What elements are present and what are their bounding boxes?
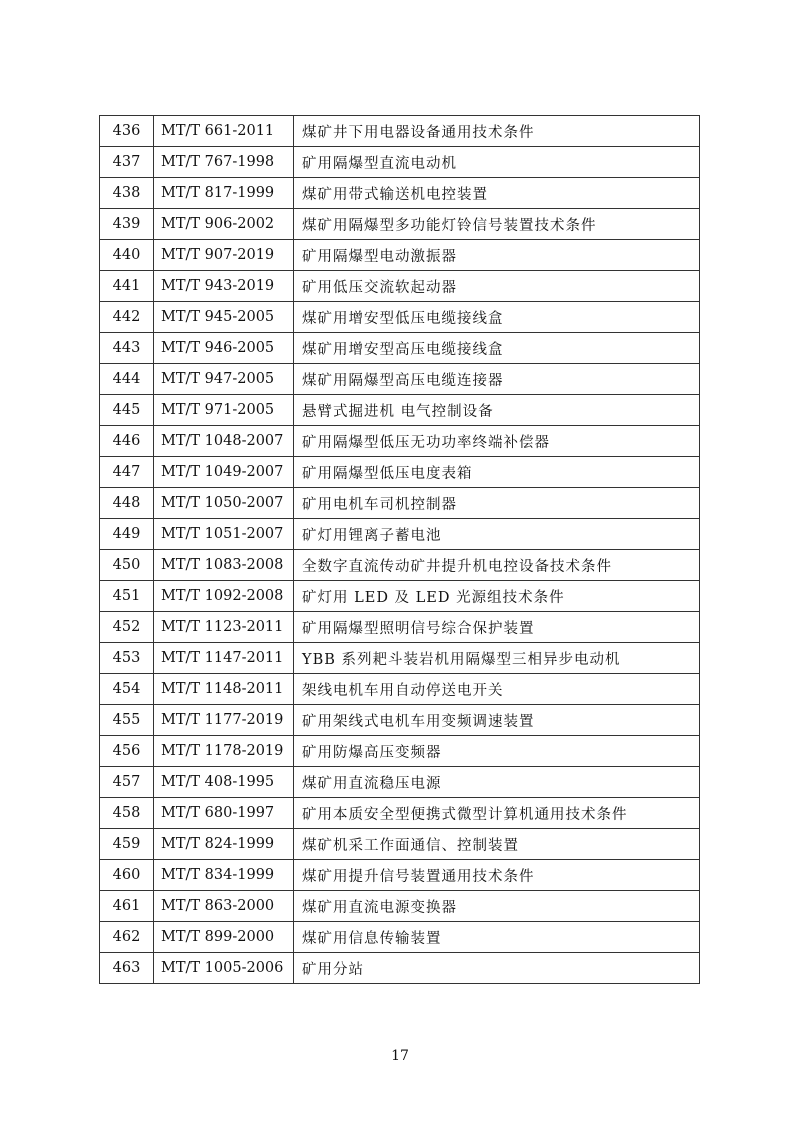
row-number: 463 (100, 953, 154, 984)
table-row (100, 953, 700, 984)
standard-code: MT/T 1123-2011 (154, 612, 294, 643)
standard-code: MT/T 906-2002 (154, 209, 294, 240)
table-row (100, 705, 700, 736)
standard-name: 煤矿用增安型高压电缆接线盒 (294, 333, 700, 364)
standard-name: 矿用隔爆型直流电动机 (294, 147, 700, 178)
table-row (100, 488, 700, 519)
standard-code: MT/T 824-1999 (154, 829, 294, 860)
standard-code: MT/T 1051-2007 (154, 519, 294, 550)
standard-code: MT/T 408-1995 (154, 767, 294, 798)
table-row (100, 116, 700, 147)
standard-name: 矿用电机车司机控制器 (294, 488, 700, 519)
standard-code: MT/T 947-2005 (154, 364, 294, 395)
standard-name: 煤矿用直流电源变换器 (294, 891, 700, 922)
standard-name: 煤矿用增安型低压电缆接线盒 (294, 302, 700, 333)
standard-code: MT/T 1092-2008 (154, 581, 294, 612)
standard-code: MT/T 767-1998 (154, 147, 294, 178)
standard-code: MT/T 1177-2019 (154, 705, 294, 736)
standard-code: MT/T 907-2019 (154, 240, 294, 271)
row-number: 448 (100, 488, 154, 519)
standards-table (99, 115, 700, 984)
standard-name: 矿用隔爆型低压无功功率终端补偿器 (294, 426, 700, 457)
standard-name: 煤矿用直流稳压电源 (294, 767, 700, 798)
row-number: 440 (100, 240, 154, 271)
table-row (100, 767, 700, 798)
standard-code: MT/T 834-1999 (154, 860, 294, 891)
table-row (100, 674, 700, 705)
standard-name: 矿用本质安全型便携式微型计算机通用技术条件 (294, 798, 700, 829)
standard-code: MT/T 945-2005 (154, 302, 294, 333)
standard-code: MT/T 863-2000 (154, 891, 294, 922)
row-number: 438 (100, 178, 154, 209)
row-number: 441 (100, 271, 154, 302)
row-number: 451 (100, 581, 154, 612)
standard-name: 煤矿用隔爆型多功能灯铃信号装置技术条件 (294, 209, 700, 240)
standard-code: MT/T 971-2005 (154, 395, 294, 426)
row-number: 452 (100, 612, 154, 643)
row-number: 436 (100, 116, 154, 147)
page-number: 17 (391, 1048, 409, 1064)
standard-name: 煤矿用隔爆型高压电缆连接器 (294, 364, 700, 395)
table-row (100, 550, 700, 581)
standard-code: MT/T 1147-2011 (154, 643, 294, 674)
row-number: 453 (100, 643, 154, 674)
table-row (100, 798, 700, 829)
row-number: 455 (100, 705, 154, 736)
table-row (100, 333, 700, 364)
standard-code: MT/T 1049-2007 (154, 457, 294, 488)
table-row (100, 643, 700, 674)
standard-code: MT/T 899-2000 (154, 922, 294, 953)
table-row (100, 178, 700, 209)
standard-code: MT/T 661-2011 (154, 116, 294, 147)
row-number: 456 (100, 736, 154, 767)
row-number: 442 (100, 302, 154, 333)
table-row (100, 581, 700, 612)
table-row (100, 147, 700, 178)
standard-code: MT/T 1050-2007 (154, 488, 294, 519)
standard-name: 悬臂式掘进机 电气控制设备 (294, 395, 700, 426)
standard-name: 矿灯用锂离子蓄电池 (294, 519, 700, 550)
standard-code: MT/T 1048-2007 (154, 426, 294, 457)
standard-name: 架线电机车用自动停送电开关 (294, 674, 700, 705)
standard-code: MT/T 1005-2006 (154, 953, 294, 984)
row-number: 450 (100, 550, 154, 581)
table-row (100, 457, 700, 488)
standard-name: 矿用防爆高压变频器 (294, 736, 700, 767)
standard-name: 全数字直流传动矿井提升机电控设备技术条件 (294, 550, 700, 581)
table-row (100, 395, 700, 426)
row-number: 460 (100, 860, 154, 891)
standard-name: 矿用架线式电机车用变频调速装置 (294, 705, 700, 736)
row-number: 462 (100, 922, 154, 953)
table-row (100, 519, 700, 550)
row-number: 444 (100, 364, 154, 395)
row-number: 445 (100, 395, 154, 426)
standard-code: MT/T 943-2019 (154, 271, 294, 302)
standard-name: 矿用分站 (294, 953, 700, 984)
standard-name: 煤矿井下用电器设备通用技术条件 (294, 116, 700, 147)
table-row (100, 891, 700, 922)
table-row (100, 829, 700, 860)
row-number: 446 (100, 426, 154, 457)
standard-name: 矿灯用 LED 及 LED 光源组技术条件 (294, 581, 700, 612)
row-number: 449 (100, 519, 154, 550)
standard-name: YBB 系列耙斗装岩机用隔爆型三相异步电动机 (294, 643, 700, 674)
table-row (100, 302, 700, 333)
standard-name: 煤矿机采工作面通信、控制装置 (294, 829, 700, 860)
standard-code: MT/T 1148-2011 (154, 674, 294, 705)
standard-code: MT/T 680-1997 (154, 798, 294, 829)
table-row (100, 736, 700, 767)
row-number: 443 (100, 333, 154, 364)
row-number: 439 (100, 209, 154, 240)
standard-name: 矿用隔爆型低压电度表箱 (294, 457, 700, 488)
row-number: 454 (100, 674, 154, 705)
table-row (100, 240, 700, 271)
standard-name: 煤矿用提升信号装置通用技术条件 (294, 860, 700, 891)
standard-name: 煤矿用带式输送机电控装置 (294, 178, 700, 209)
row-number: 437 (100, 147, 154, 178)
standard-name: 矿用低压交流软起动器 (294, 271, 700, 302)
table-row (100, 209, 700, 240)
row-number: 457 (100, 767, 154, 798)
standard-code: MT/T 1178-2019 (154, 736, 294, 767)
table-row (100, 271, 700, 302)
table-row (100, 426, 700, 457)
table-row (100, 922, 700, 953)
standards-table-body (100, 116, 700, 984)
table-row (100, 860, 700, 891)
row-number: 461 (100, 891, 154, 922)
standard-code: MT/T 817-1999 (154, 178, 294, 209)
standard-code: MT/T 1083-2008 (154, 550, 294, 581)
table-row (100, 612, 700, 643)
standard-name: 煤矿用信息传输装置 (294, 922, 700, 953)
standard-name: 矿用隔爆型电动激振器 (294, 240, 700, 271)
standard-code: MT/T 946-2005 (154, 333, 294, 364)
row-number: 458 (100, 798, 154, 829)
row-number: 459 (100, 829, 154, 860)
standard-name: 矿用隔爆型照明信号综合保护装置 (294, 612, 700, 643)
row-number: 447 (100, 457, 154, 488)
table-row (100, 364, 700, 395)
